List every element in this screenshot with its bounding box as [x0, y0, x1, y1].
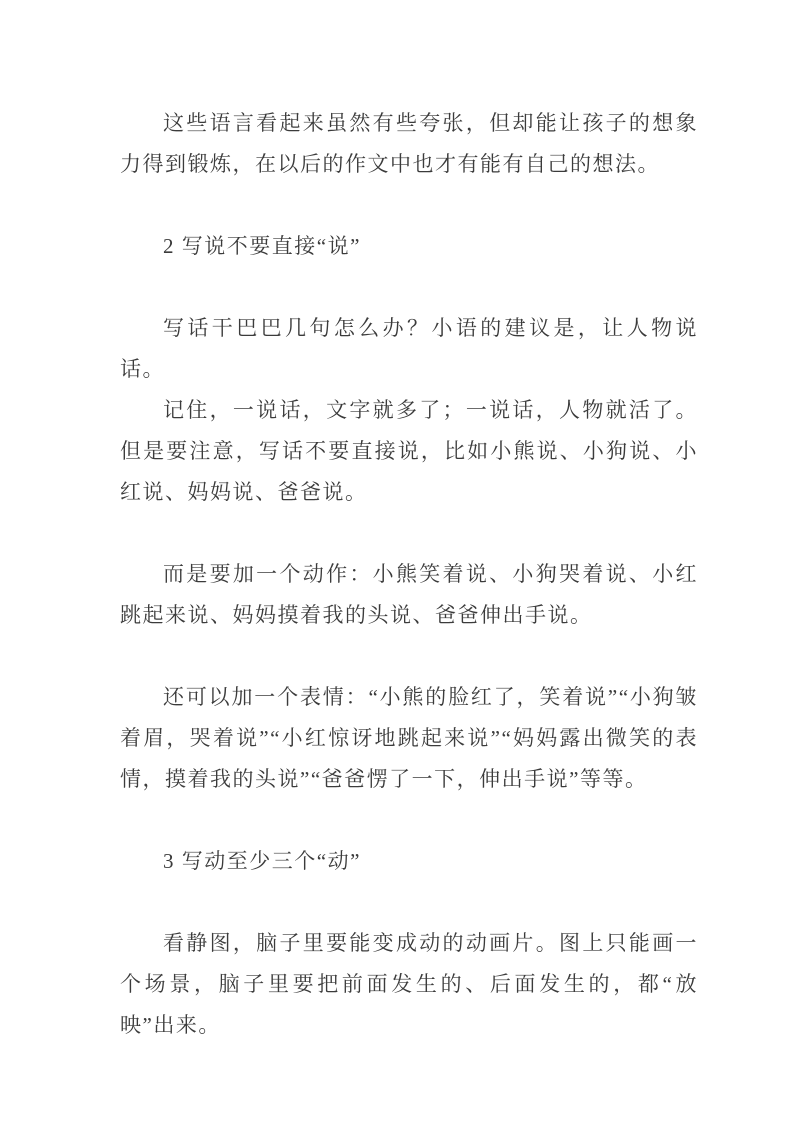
paragraph: 而是要加一个动作：小熊笑着说、小狗哭着说、小红跳起来说、妈妈摸着我的头说、爸爸伸出手说。 [120, 562, 698, 627]
paragraph: 看静图，脑子里要能变成动的动画片。图上只能画一个场景，脑子里要把前面发生的、后面发生的，都“放映”出来。 [120, 931, 698, 1037]
paragraph: 这些语言看起来虽然有些夸张，但却能让孩子的想象力得到锻炼，在以后的作文中也才有能有自己的想法。 [120, 111, 698, 176]
section-heading: 2 写说不要直接“说” [163, 234, 361, 258]
paragraph: 写话干巴巴几句怎么办？小语的建议是，让人物说话。 [120, 316, 698, 381]
document-body [120, 103, 698, 1087]
paragraph: 记住，一说话，文字就多了；一说话，人物就活了。但是要注意，写话不要直接说，比如小熊说、小狗说、小红说、妈妈说、爸爸说。 [120, 398, 698, 504]
section-heading: 3 写动至少三个“动” [163, 849, 361, 873]
paragraph: 还可以加一个表情：“小熊的脸红了，笑着说”“小狗皱着眉，哭着说”“小红惊讶地跳起来说”“妈妈露出微笑的表情，摸着我的头说”“爸爸愣了一下，伸出手说”等等。 [120, 685, 698, 791]
